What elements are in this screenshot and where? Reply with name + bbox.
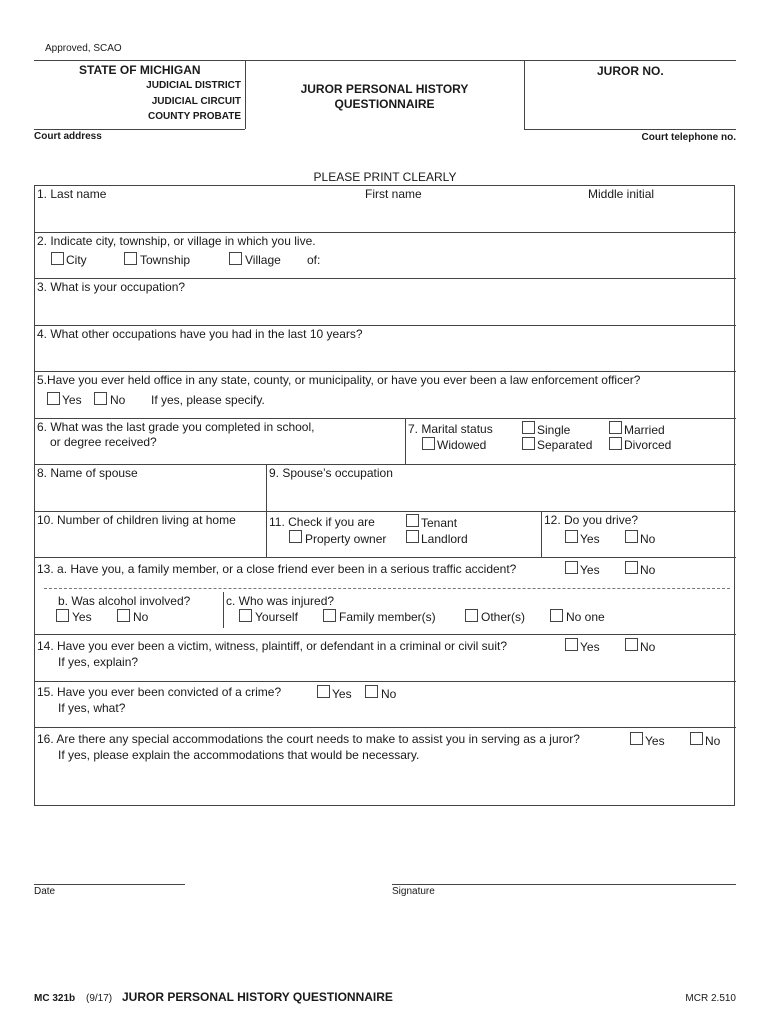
header-top-rule bbox=[34, 60, 736, 61]
q5-no-checkbox[interactable] bbox=[94, 392, 107, 405]
q1-middle-initial-label: Middle initial bbox=[588, 187, 655, 201]
q8-label: 8. Name of spouse bbox=[37, 466, 138, 480]
column-separator bbox=[266, 464, 267, 557]
column-separator bbox=[541, 511, 542, 557]
q13b-label: b. Was alcohol involved? bbox=[58, 594, 191, 608]
q15-no-label: No bbox=[381, 687, 397, 701]
juror-no-label: JUROR NO. bbox=[597, 64, 664, 78]
q14-no-label: No bbox=[640, 640, 656, 654]
form-number: MC 321b bbox=[34, 993, 76, 1004]
q7-widowed-label: Widowed bbox=[437, 438, 487, 452]
q15-no-checkbox[interactable] bbox=[365, 685, 378, 698]
q7-married-checkbox[interactable] bbox=[609, 421, 622, 434]
q11-property-owner-label: Property owner bbox=[305, 532, 387, 546]
q15-label-line2: If yes, what? bbox=[58, 701, 126, 715]
q2-label: 2. Indicate city, township, or village in which you live. bbox=[37, 234, 316, 248]
q14-label-line1: 14. Have you ever been a victim, witness, plaintiff, or defendant in a criminal or civil suit? bbox=[37, 639, 508, 653]
q14-yes-label: Yes bbox=[580, 640, 600, 654]
court-judicial-district: JUDICIAL DISTRICT bbox=[146, 80, 241, 91]
header-right-bottom-rule bbox=[524, 129, 736, 130]
header-divider-2 bbox=[524, 61, 525, 129]
q15-yes-label: Yes bbox=[332, 687, 352, 701]
q7-widowed-checkbox[interactable] bbox=[422, 437, 435, 450]
q13c-yourself-label: Yourself bbox=[255, 610, 298, 624]
q13a-label: 13. a. Have you, a family member, or a close friend ever been in a serious traffic accident? bbox=[37, 562, 517, 576]
row-separator bbox=[34, 325, 736, 326]
row-separator-dashed bbox=[44, 588, 730, 589]
print-clearly-note: PLEASE PRINT CLEARLY bbox=[313, 170, 457, 184]
q2-township-checkbox[interactable] bbox=[124, 252, 137, 265]
q13c-label: c. Who was injured? bbox=[226, 594, 335, 608]
q16-label-line1: 16. Are there any special accommodations the court needs to make to assist you in serving as a juror? bbox=[37, 732, 580, 746]
q14-yes-checkbox[interactable] bbox=[565, 638, 578, 651]
q2-city-label: City bbox=[66, 253, 87, 267]
q12-yes-checkbox[interactable] bbox=[565, 530, 578, 543]
q16-yes-checkbox[interactable] bbox=[630, 732, 643, 745]
q12-no-label: No bbox=[640, 532, 656, 546]
column-separator bbox=[223, 592, 224, 628]
court-telephone-label: Court telephone no. bbox=[641, 132, 736, 143]
signature-label: Signature bbox=[392, 886, 435, 897]
q7-single-label: Single bbox=[537, 423, 571, 437]
signature-line[interactable] bbox=[392, 884, 736, 885]
q16-yes-label: Yes bbox=[645, 734, 665, 748]
q5-no-label: No bbox=[110, 393, 126, 407]
q2-city-checkbox[interactable] bbox=[51, 252, 64, 265]
q12-no-checkbox[interactable] bbox=[625, 530, 638, 543]
q16-no-label: No bbox=[705, 734, 721, 748]
q11-landlord-checkbox[interactable] bbox=[406, 530, 419, 543]
q16-label-line2: If yes, please explain the accommodations that would be necessary. bbox=[58, 748, 420, 762]
q11-tenant-label: Tenant bbox=[421, 516, 458, 530]
date-label: Date bbox=[34, 886, 56, 897]
q13b-yes-label: Yes bbox=[72, 610, 92, 624]
q13c-family-label: Family member(s) bbox=[339, 610, 436, 624]
q13c-family-checkbox[interactable] bbox=[323, 609, 336, 622]
court-county-probate: COUNTY PROBATE bbox=[148, 111, 241, 122]
q11-landlord-label: Landlord bbox=[421, 532, 468, 546]
row-separator bbox=[34, 634, 736, 635]
q7-divorced-label: Divorced bbox=[624, 438, 672, 452]
q11-property-owner-checkbox[interactable] bbox=[289, 530, 302, 543]
q1-last-name-label: 1. Last name bbox=[37, 187, 107, 201]
q11-label: 11. Check if you are bbox=[269, 515, 375, 529]
row-separator bbox=[34, 371, 736, 372]
q5-label: 5.Have you ever held office in any state, county, or municipality, or have you ever been a law enforcement officer? bbox=[37, 373, 641, 387]
q13a-no-label: No bbox=[640, 563, 656, 577]
q16-no-checkbox[interactable] bbox=[690, 732, 703, 745]
q15-yes-checkbox[interactable] bbox=[317, 685, 330, 698]
row-separator bbox=[34, 278, 736, 279]
q11-tenant-checkbox[interactable] bbox=[406, 514, 419, 527]
form-title-line2: QUESTIONNAIRE bbox=[334, 97, 435, 111]
row-separator bbox=[34, 418, 736, 419]
q7-separated-checkbox[interactable] bbox=[522, 437, 535, 450]
footer-form-title: JUROR PERSONAL HISTORY QUESTIONNAIRE bbox=[122, 990, 393, 1004]
row-separator bbox=[34, 511, 736, 512]
row-separator bbox=[34, 727, 736, 728]
q12-yes-label: Yes bbox=[580, 532, 600, 546]
q3-label: 3. What is your occupation? bbox=[37, 280, 186, 294]
q4-label: 4. What other occupations have you had in the last 10 years? bbox=[37, 327, 363, 341]
q13b-yes-checkbox[interactable] bbox=[56, 609, 69, 622]
header-left-bottom-rule bbox=[34, 129, 245, 130]
q13a-no-checkbox[interactable] bbox=[625, 561, 638, 574]
q5-specify-label: If yes, please specify. bbox=[151, 393, 265, 407]
form-title-line1: JUROR PERSONAL HISTORY bbox=[300, 82, 469, 96]
q5-yes-checkbox[interactable] bbox=[47, 392, 60, 405]
column-separator bbox=[405, 418, 406, 464]
court-rule-reference: MCR 2.510 bbox=[685, 993, 736, 1004]
q2-township-label: Township bbox=[140, 253, 191, 267]
q13a-yes-label: Yes bbox=[580, 563, 600, 577]
q13b-no-checkbox[interactable] bbox=[117, 609, 130, 622]
q13c-no-one-checkbox[interactable] bbox=[550, 609, 563, 622]
row-separator bbox=[34, 681, 736, 682]
q2-of-label: of: bbox=[307, 253, 321, 267]
q7-married-label: Married bbox=[624, 423, 665, 437]
q7-single-checkbox[interactable] bbox=[522, 421, 535, 434]
approval-note: Approved, SCAO bbox=[45, 43, 122, 54]
q5-yes-label: Yes bbox=[62, 393, 82, 407]
row-separator bbox=[34, 464, 736, 465]
row-separator bbox=[34, 232, 736, 233]
q2-village-checkbox[interactable] bbox=[229, 252, 242, 265]
court-address-label: Court address bbox=[34, 131, 102, 142]
date-line[interactable] bbox=[34, 884, 185, 885]
state-label: STATE OF MICHIGAN bbox=[79, 63, 201, 77]
q10-label: 10. Number of children living at home bbox=[37, 513, 236, 527]
q1-first-name-label: First name bbox=[365, 187, 422, 201]
q13c-yourself-checkbox[interactable] bbox=[239, 609, 252, 622]
row-separator bbox=[34, 557, 736, 558]
q13c-others-checkbox[interactable] bbox=[465, 609, 478, 622]
q13a-yes-checkbox[interactable] bbox=[565, 561, 578, 574]
q13b-no-label: No bbox=[133, 610, 149, 624]
form-revision: (9/17) bbox=[86, 993, 113, 1004]
q7-separated-label: Separated bbox=[537, 438, 593, 452]
q12-label: 12. Do you drive? bbox=[544, 513, 639, 527]
q15-label-line1: 15. Have you ever been convicted of a crime? bbox=[37, 685, 282, 699]
q9-label: 9. Spouse’s occupation bbox=[269, 466, 393, 480]
q6-label-line2: or degree received? bbox=[50, 435, 157, 449]
q14-label-line2: If yes, explain? bbox=[58, 655, 139, 669]
q7-divorced-checkbox[interactable] bbox=[609, 437, 622, 450]
q2-village-label: Village bbox=[245, 253, 281, 267]
q13c-no-one-label: No one bbox=[566, 610, 605, 624]
q7-label: 7. Marital status bbox=[408, 422, 493, 436]
q6-label-line1: 6. What was the last grade you completed in school, bbox=[37, 420, 315, 434]
q13c-others-label: Other(s) bbox=[481, 610, 526, 624]
q14-no-checkbox[interactable] bbox=[625, 638, 638, 651]
court-judicial-circuit: JUDICIAL CIRCUIT bbox=[151, 96, 241, 107]
